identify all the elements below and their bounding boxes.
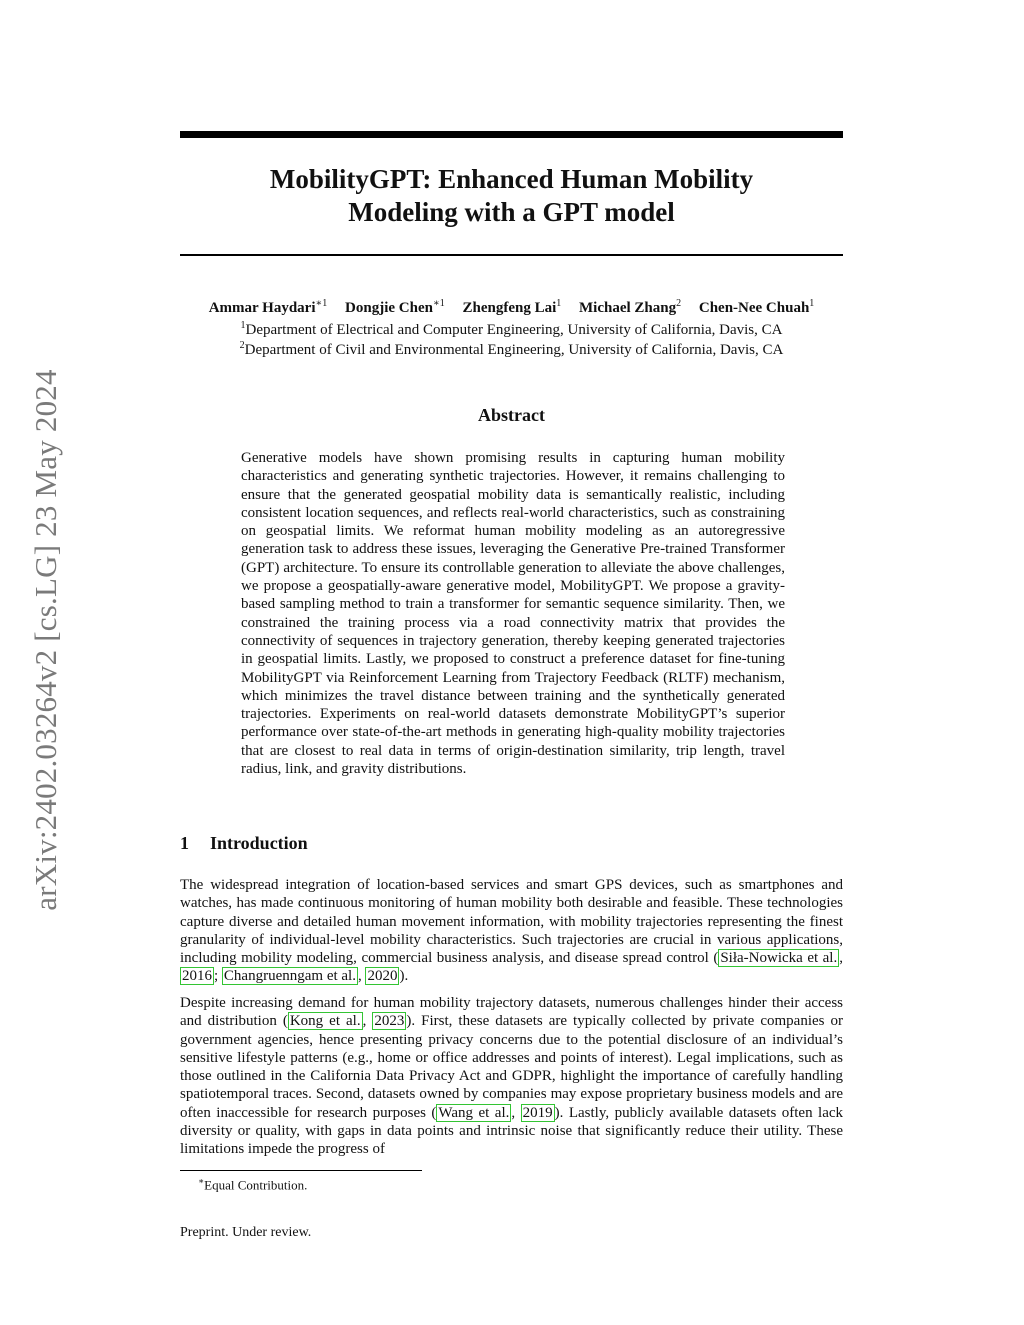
intro-paragraph-2: Despite increasing demand for human mobility trajectory datasets, numerous challenges hinder their access and distribution ( Kong et al. , 2023 ). First, these datasets are typically collected by private companies or government agencies, hence presenting privacy concerns due to the potential disclosure of an individual’s sensitive lifestyle patterns (e.g., home or office addresses and points of interest). Legal implications, such as those outlined in the California Data Privacy Act and GDPR, highlight the importance of carefully handling spatiotemporal traces. Second, datasets owned by companies may expose proprietary business models and are often inaccessible for research purposes ( Wang et al. , 2019 ). Lastly, publicly available datasets often lack diversity or quality, with gaps in data points and intrinsic noise that significantly reduce their utility. These limitations impede the progress of xyxy=(180,995,844,1158)
section-number: 1 xyxy=(180,833,189,853)
title-top-rule xyxy=(180,131,843,138)
author: Dongjie Chen$^{∗1}$ xyxy=(345,298,445,316)
affiliation-2: $^2$Department of Civil and Environmental Engineering, University of California, Davis, CA xyxy=(239,340,784,358)
arxiv-identifier: arXiv:2402.03264v2 [cs.LG] 23 May 2024 xyxy=(28,369,63,911)
citation-link[interactable]: 2016 xyxy=(182,968,212,985)
footnote: ∗Equal Contribution. xyxy=(198,1176,308,1193)
title-bottom-rule xyxy=(180,254,843,256)
citation-link[interactable]: Changruenngam et al. xyxy=(223,968,356,985)
author-list xyxy=(180,298,843,317)
citation-link[interactable]: Wang et al. xyxy=(438,1104,510,1121)
author: Michael Zhang$^2$ xyxy=(579,298,682,316)
citation-link[interactable]: 2023 xyxy=(374,1013,405,1030)
citation-link[interactable]: Siła-Nowicka et al. xyxy=(720,950,838,967)
section-title: Introduction xyxy=(210,833,308,853)
title-line-1: MobilityGPT: Enhanced Human Mobility xyxy=(269,164,754,194)
author: Chen-Nee Chuah$^1$ xyxy=(698,298,815,316)
abstract-heading: Abstract xyxy=(478,405,545,425)
citation-link[interactable]: 2020 xyxy=(367,968,398,985)
preprint-notice: Preprint. Under review. xyxy=(180,1225,312,1240)
intro-paragraph-1: The widespread integration of location-based services and smart GPS devices, such as smartphones and watches, has made continuous monitoring of human mobility both desirable and feasible. These technologies capture diverse and detailed human movement information, with mobility trajectories representing the finest granularity of individual-level mobility characteristics. Such trajectories are crucial in various applications, including mobility modeling, commercial business analysis, and disease spread control ( Siła-Nowicka et al. , 2016 ; Changruenngam et al. , 2020 ). xyxy=(180,877,843,985)
paper-title xyxy=(180,163,843,229)
author: Ammar Haydari$^{∗1}$ xyxy=(208,298,328,316)
abstract-body: Generative models have shown promising results in capturing human mobility characteristics and generating synthetic trajectories. However, it remains challenging to ensure that the generated geospatial mobility data is semantically realistic, including consistent location sequences, and reflects real-world characteristics, such as constraining on geospatial limits. We reformat human mobility modeling as an autoregressive generation task to address these issues, leveraging the Generative Pre-trained Transformer (GPT) architecture. To ensure its controllable generation to alleviate the above challenges, we propose a geospatially-aware generative model, MobilityGPT. We propose a gravity-based sampling method to train a transformer for semantic sequence similarity. Then, we constrained the training process via a road connectivity matrix that provides the connectivity of sequences in trajectory generation, thereby keeping generated trajectories in geospatial limits. Lastly, we proposed to construct a preference dataset for fine-tuning MobilityGPT via Reinforcement Learning from Trajectory Feedback (RLTF) mechanism, which minimizes the travel distance between training and the synthetically generated trajectories. Experiments on real-world datasets demonstrate MobilityGPT’s superior performance over state-of-the-art methods in generating high-quality mobility trajectories that are closest to real data in terms of origin-destination similarity, trip length, travel radius, link, and gravity distributions. xyxy=(241,450,785,778)
citation-link[interactable]: Kong et al. xyxy=(289,1013,361,1030)
citation-link[interactable]: 2019 xyxy=(522,1104,553,1121)
section-heading-introduction xyxy=(180,833,843,854)
title-line-2: Modeling with a GPT model xyxy=(348,197,675,227)
affiliation-1: $^1$Department of Electrical and Computer Engineering, University of California, Davis, CA xyxy=(240,320,783,338)
author: Zhengfeng Lai$^1$ xyxy=(462,298,562,316)
footnote-rule xyxy=(180,1170,422,1171)
